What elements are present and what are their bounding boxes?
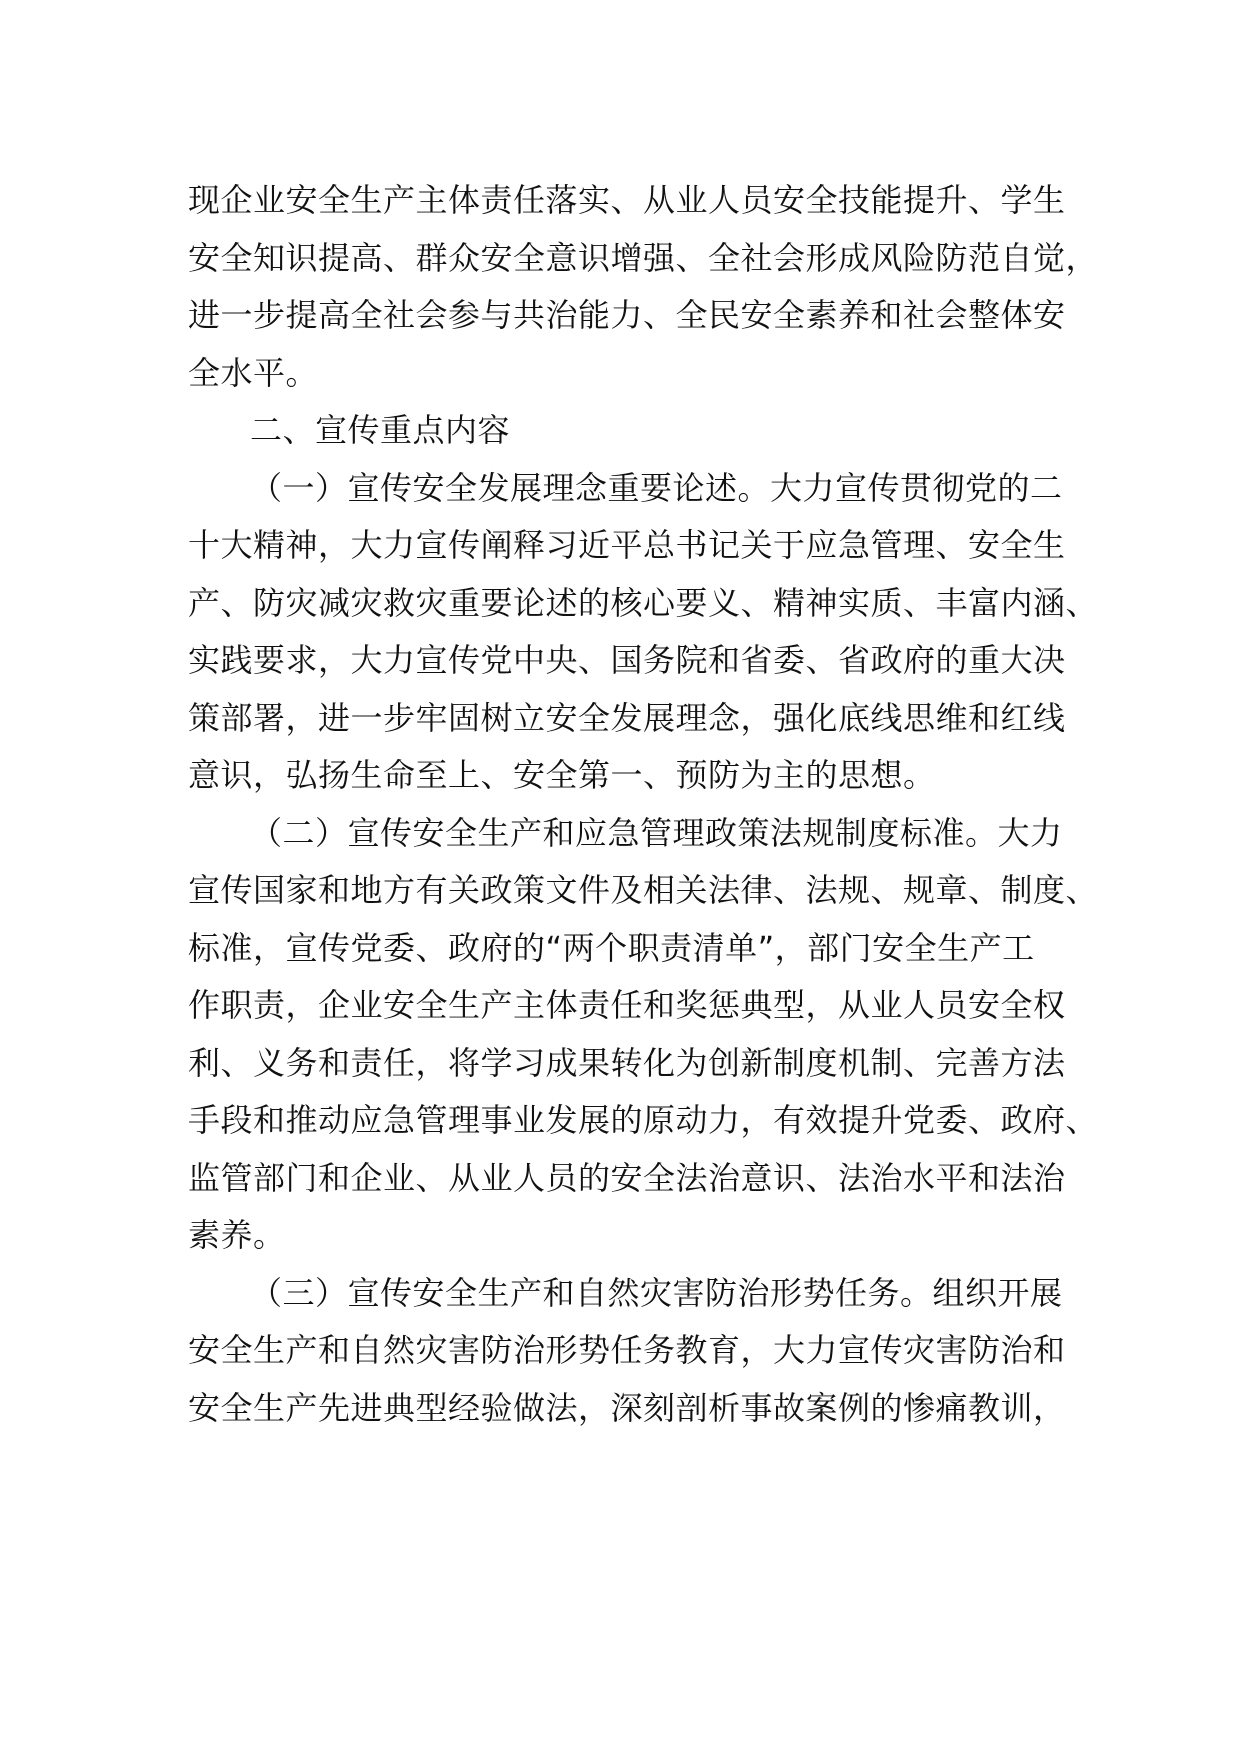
body-text-line: 素养。 [188, 1216, 286, 1254]
body-text-line: 安全生产和自然灾害防治形势任务教育，大力宣传灾害防治和 [188, 1331, 1066, 1369]
body-text-line: 策部署，进一步牢固树立安全发展理念，强化底线思维和红线 [188, 699, 1066, 737]
body-text-line: 安全生产先进典型经验做法，深刻剖析事故案例的惨痛教训， [188, 1389, 1066, 1427]
section-heading: 二、宣传重点内容 [250, 411, 511, 449]
body-text-line: 现企业安全生产主体责任落实、从业人员安全技能提升、学生 [188, 181, 1066, 219]
body-text-line: 手段和推动应急管理事业发展的原动力，有效提升党委、政府、 [188, 1101, 1099, 1139]
body-text-line: 宣传国家和地方有关政策文件及相关法律、法规、规章、制度、 [188, 871, 1099, 909]
body-text-line: 全水平。 [188, 354, 319, 392]
subsection-heading-line: （三）宣传安全生产和自然灾害防治形势任务。组织开展 [250, 1274, 1063, 1312]
body-text-line: 实践要求，大力宣传党中央、国务院和省委、省政府的重大决 [188, 641, 1066, 679]
body-text-line: 监管部门和企业、从业人员的安全法治意识、法治水平和法治 [188, 1159, 1066, 1197]
body-text-line: 安全知识提高、群众安全意识增强、全社会形成风险防范自觉， [188, 239, 1099, 277]
body-text-line: 意识，弘扬生命至上、安全第一、预防为主的思想。 [188, 756, 936, 794]
body-text-line: 产、防灾减灾救灾重要论述的核心要义、精神实质、丰富内涵、 [188, 584, 1099, 622]
body-text-line: 作职责，企业安全生产主体责任和奖惩典型，从业人员安全权 [188, 986, 1066, 1024]
subsection-heading-line: （二）宣传安全生产和应急管理政策法规制度标准。大力 [250, 814, 1063, 852]
body-text-line: 标准，宣传党委、政府的“两个职责清单”，部门安全生产工 [188, 929, 1035, 967]
body-text-line: 进一步提高全社会参与共治能力、全民安全素养和社会整体安 [188, 296, 1066, 334]
body-text-line: 利、义务和责任，将学习成果转化为创新制度机制、完善方法 [188, 1044, 1066, 1082]
subsection-heading-line: （一）宣传安全发展理念重要论述。大力宣传贯彻党的二 [250, 469, 1063, 507]
body-text-line: 十大精神，大力宣传阐释习近平总书记关于应急管理、安全生 [188, 526, 1066, 564]
